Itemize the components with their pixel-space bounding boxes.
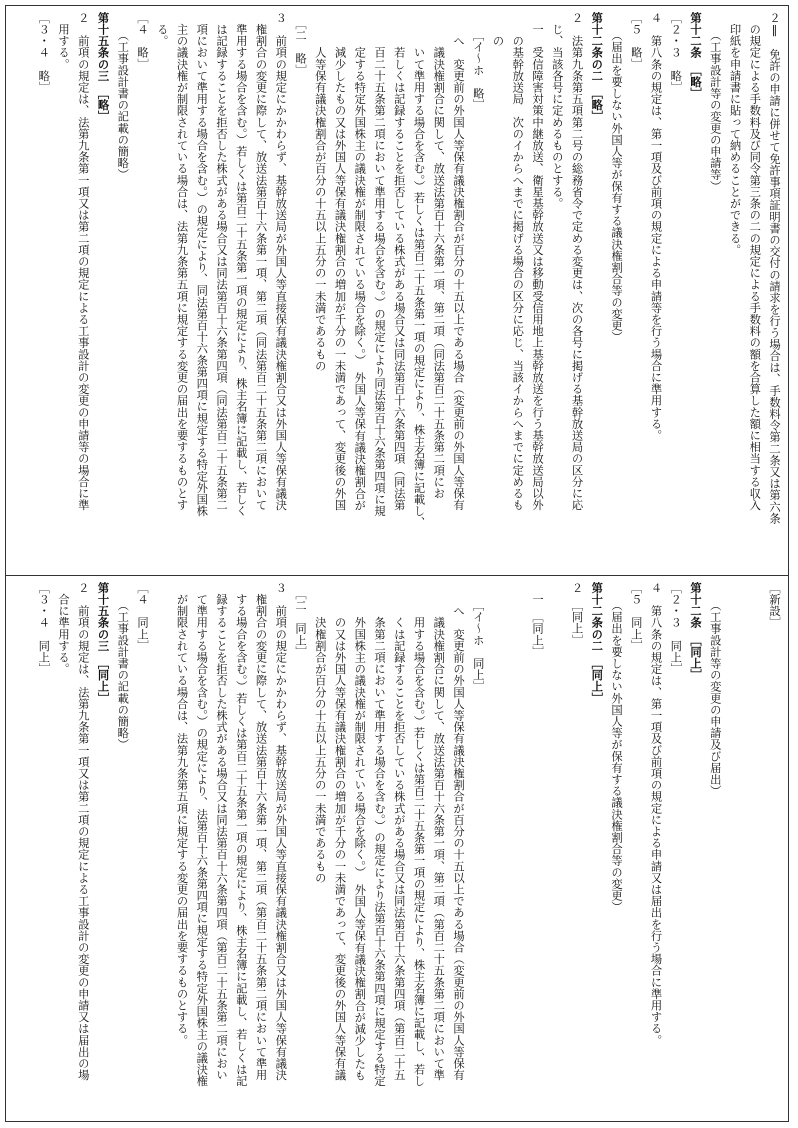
text-line: 定する特定外国株主の議決権が制限されている場合を除く。） 外国人等保有議決権割合が <box>353 12 367 512</box>
text-line: 減少したもの又は外国人等保有議決権割合の増加が千分の一未満であって、変更後の外国 <box>333 12 347 511</box>
text-line: 主の議決権が制限されている場合は、法第九条第五項に規定する変更の届出を要するものとす <box>175 12 189 511</box>
text-line: ２ 前項の規定は、法第九条第一項又は第二項の規定による工事設計の変更の申請又は届出の場 <box>76 582 90 1081</box>
text-line <box>508 582 528 1120</box>
text-line: ［イ〜ホ 略］ <box>471 12 485 111</box>
text-line: ［二 同上］ <box>294 582 307 658</box>
text-line: 用する場合を含む。）若しくは第百二十五条第一項の規定により、株主名簿に記載し、若し <box>412 582 426 1087</box>
text-line: 若しくは記録することを拒否している株式がある場合又は同法第百十六条第四項（同法第 <box>392 12 406 511</box>
text-line: （届出を要しない外国人等が保有する議決権割合等の変更） <box>610 12 623 343</box>
text-line: て準用する場合を含む。）の規定により、法第百十六条第四項に規定する特定外国株主の議決権 <box>195 582 209 1087</box>
text-line: （工事設計書の記載の簡略） <box>116 12 130 181</box>
article-heading: 第十五条の三 ［同上］ <box>96 582 111 704</box>
text-line <box>745 582 765 1120</box>
article-heading: 第十二条の二 ［同上］ <box>590 582 605 704</box>
text-line: の基幹放送局 次のイからへまでに掲げる場合の区分に応じ、当該イからへまでに定めるも <box>511 12 525 511</box>
text-line: ２ 前項の規定は、法第九条第一項又は第二項の規定による工事設計の変更の申請等の場合に準 <box>76 12 90 511</box>
text-line: ［５ 略］ <box>629 12 643 70</box>
current-text-pane <box>8 582 784 1120</box>
text-line: 一 受信障害対策中継放送、衛星基幹放送又は移動受信用地上基幹放送を行う基幹放送局以外 <box>531 12 544 511</box>
text-line: 人等保有議決権割合が百分の十五以上五分の一未満であるもの <box>313 12 327 372</box>
text-line: は記録することを拒否した株式がある場合又は同法第百十六条第四項（同法第百二十五条第二 <box>215 12 228 511</box>
text-line: いて準用する場合を含む。）若しくは第百二十五条第一項の規定により、株主名簿に記載し、 <box>412 12 426 529</box>
text-line: 権割合の変更に際して、放送法第百十六条第一項、第二項（同法第百二十五条第二項において <box>254 12 268 511</box>
text-line: 準用する場合を含む。）若しくは第百二十五条第一項の規定により、株主名簿に記載し、若しく <box>234 12 248 517</box>
text-line: ［二 略］ <box>294 12 307 76</box>
text-line: ２ 法第九条第五項第二号の総務省令で定める変更は、次の各号に掲げる基幹放送局の区分に応 <box>570 12 584 511</box>
text-line: 外国株主の議決権が制限されている場合を除く。） 外国人等保有議決権割合が減少したも <box>353 582 367 1082</box>
text-line: （工事設計等の変更の申請及び届出） <box>708 582 722 797</box>
article-heading: 第十五条の三 ［略］ <box>96 12 111 123</box>
section-divider <box>5 575 789 576</box>
article-heading: 第十二条 ［同上］ <box>689 582 703 681</box>
text-line <box>547 582 567 1120</box>
text-line: 項において準用する場合を含む。）の規定により、同法第百十六条第四項に規定する特定外国株 <box>195 12 209 517</box>
text-line: （届出を要しない外国人等が保有する議決権割合等の変更） <box>610 582 623 913</box>
text-line: ［３・４ 略］ <box>37 12 51 94</box>
text-line: 一 ［同上］ <box>531 582 544 658</box>
text-line: 百二十五条第二項において準用する場合を含む。）の規定により同法第百十六条第四項に規 <box>373 12 386 517</box>
text-line: ４ 第八条の規定は、第一項及び前項の規定による申請又は届出を行う場合に準用する。 <box>649 582 663 1046</box>
text-line: ［５ 同上］ <box>629 582 643 652</box>
text-line: ２ ［同上］ <box>570 582 584 646</box>
text-line <box>152 582 172 1120</box>
text-line: くは記録することを拒否している株式がある場合又は同法第百十六条第四項（第百二十五 <box>392 582 406 1081</box>
text-line: 合に準用する。 <box>57 582 70 675</box>
article-heading: 第十二条 ［略］ <box>689 12 703 100</box>
text-line: へ 変更前の外国人等保有議決権割合が百分の十五以上である場合（変更前の外国人等保有 <box>452 12 465 511</box>
article-heading: 第十二条の二 ［略］ <box>590 12 605 123</box>
text-line: する場合を含む。）若しくは第百二十五条第一項の規定により、株主名簿に記載し、若しくは記 <box>234 582 248 1087</box>
text-line: の又は外国人等保有議決権割合の増加が千分の一未満であって、変更後の外国人等保有議 <box>333 582 347 1081</box>
text-line: ３ 前項の規定にかかわらず、基幹放送局が外国人等直接保有議決権割合又は外国人等保有議決 <box>274 582 288 1081</box>
text-line: 議決権割合に関して、放送法第百十六条第一項、第二項（第百二十五条第二項において準 <box>432 582 446 1081</box>
text-line: 決権割合が百分の十五以上五分の一未満であるもの <box>313 582 327 884</box>
text-line: （工事設計書の記載の簡略） <box>116 582 130 751</box>
text-line: ２‖ 免許の申請に併せて免許事項証明書の交付の請求を行う場合は、手数料令第二条又は第六条 <box>768 12 781 525</box>
text-line: （工事設計等の変更の申請等） <box>708 12 722 192</box>
text-line <box>488 582 508 1120</box>
text-line: 録することを拒否した株式がある場合又は同法第百十六条第四項（第百二十五条第二項におい <box>215 582 228 1081</box>
text-line: ［新設］ <box>768 582 781 629</box>
text-line: 用する。 <box>57 12 70 70</box>
text-line: 権割合の変更に際して、放送法第百十六条第一項、第二項（第百二十五条第二項において準用 <box>254 582 268 1081</box>
amended-text-pane <box>8 12 784 568</box>
text-line: ［３・４ 同上］ <box>37 582 51 675</box>
text-line: る。 <box>155 12 169 47</box>
text-line: 印紙を申請書に貼って納めることができる。 <box>728 12 742 256</box>
text-line: ［２・３ 略］ <box>669 12 683 94</box>
text-line: ３ 前項の規定にかかわらず、基幹放送局が外国人等直接保有議決権割合又は外国人等保有議決 <box>274 12 288 511</box>
text-line: が制限されている場合は、法第九条第五項に規定する変更の届出を要するものとする。 <box>175 582 189 1046</box>
text-line: の規定による手数料及び同令第三条の二の規定による手数料の額を合算した額に相当する収入 <box>748 12 762 511</box>
text-line: の <box>491 12 505 47</box>
text-line <box>725 582 745 1120</box>
text-line: ［イ〜ホ 同上］ <box>471 582 485 693</box>
text-line: ［４ 略］ <box>136 12 149 70</box>
text-line: 議決権割合に関して、放送法第百十六条第一項、第二項（同法第百二十五条第二項にお <box>432 12 446 500</box>
text-line: ４ 第八条の規定は、第一項及び前項の規定による申請等を行う場合に準用する。 <box>649 12 663 442</box>
text-line: へ 変更前の外国人等保有議決権割合が百分の十五以上である場合（変更前の外国人等保有 <box>452 582 465 1081</box>
text-line: ［２・３ 同上］ <box>669 582 683 675</box>
text-line: ［４ 同上］ <box>136 582 149 652</box>
text-line: 条第二項において準用する場合を含む。）の規定により法第百十六条第四項に規定する特定 <box>373 582 386 1087</box>
text-line: じ、当該各号に定めるものとする。 <box>550 12 564 210</box>
